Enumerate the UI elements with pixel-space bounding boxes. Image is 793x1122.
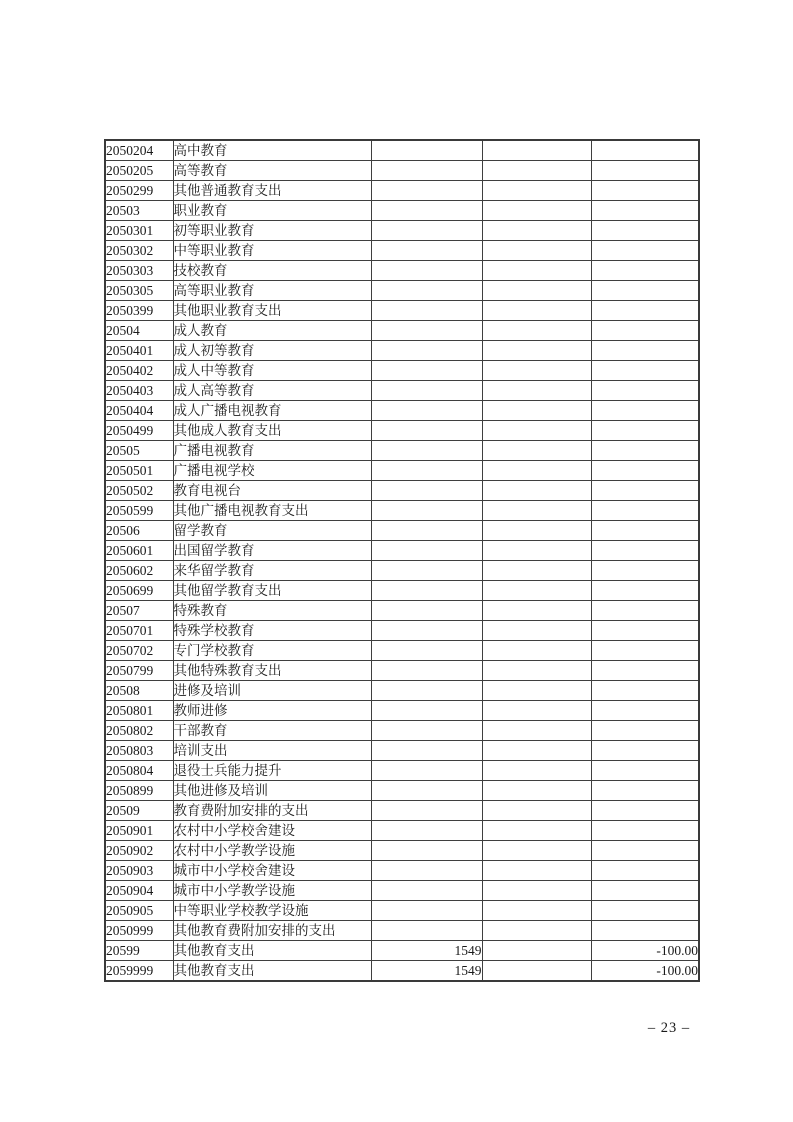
cell-value2 (482, 761, 591, 781)
table-row (105, 281, 699, 301)
cell-name: 高等职业教育 (173, 281, 371, 301)
cell-name: 专门学校教育 (173, 641, 371, 661)
cell-value2 (482, 321, 591, 341)
cell-value1 (371, 261, 482, 281)
cell-value1 (371, 721, 482, 741)
cell-value3 (591, 641, 699, 661)
cell-code: 2050402 (105, 361, 173, 381)
cell-value1 (371, 741, 482, 761)
cell-value2 (482, 941, 591, 961)
cell-code: 2050305 (105, 281, 173, 301)
cell-code: 20507 (105, 601, 173, 621)
cell-value3 (591, 401, 699, 421)
cell-code: 2050799 (105, 661, 173, 681)
budget-classification-table (104, 139, 700, 982)
cell-value3 (591, 261, 699, 281)
cell-name: 高等教育 (173, 161, 371, 181)
cell-value1 (371, 181, 482, 201)
cell-value1 (371, 641, 482, 661)
cell-name: 初等职业教育 (173, 221, 371, 241)
cell-value1: 1549 (371, 941, 482, 961)
cell-value1 (371, 681, 482, 701)
cell-value1 (371, 321, 482, 341)
cell-value3 (591, 921, 699, 941)
cell-value1 (371, 140, 482, 161)
cell-value2 (482, 641, 591, 661)
cell-value1 (371, 561, 482, 581)
cell-value3 (591, 140, 699, 161)
cell-value3 (591, 621, 699, 641)
cell-value2 (482, 661, 591, 681)
cell-value1 (371, 921, 482, 941)
cell-name: 留学教育 (173, 521, 371, 541)
cell-code: 2050803 (105, 741, 173, 761)
cell-value2 (482, 541, 591, 561)
cell-name: 其他教育支出 (173, 941, 371, 961)
cell-value3 (591, 361, 699, 381)
cell-value3 (591, 601, 699, 621)
cell-code: 2050801 (105, 701, 173, 721)
cell-name: 其他广播电视教育支出 (173, 501, 371, 521)
cell-name: 教师进修 (173, 701, 371, 721)
table-row (105, 921, 699, 941)
cell-code: 2050802 (105, 721, 173, 741)
cell-value3 (591, 681, 699, 701)
cell-name: 成人教育 (173, 321, 371, 341)
cell-value1 (371, 901, 482, 921)
cell-name: 培训支出 (173, 741, 371, 761)
cell-code: 2050999 (105, 921, 173, 941)
cell-value3 (591, 481, 699, 501)
table-row (105, 841, 699, 861)
page-number: – 23 – (647, 1020, 691, 1036)
cell-code: 2050303 (105, 261, 173, 281)
cell-value2 (482, 501, 591, 521)
cell-name: 广播电视学校 (173, 461, 371, 481)
cell-value1 (371, 581, 482, 601)
table-row (105, 201, 699, 221)
cell-code: 2050499 (105, 421, 173, 441)
cell-value2 (482, 441, 591, 461)
table-row (105, 961, 699, 982)
cell-value3 (591, 161, 699, 181)
cell-name: 其他普通教育支出 (173, 181, 371, 201)
cell-name: 成人中等教育 (173, 361, 371, 381)
table-row (105, 721, 699, 741)
cell-value2 (482, 201, 591, 221)
cell-name: 技校教育 (173, 261, 371, 281)
table-body (105, 140, 699, 981)
cell-value3 (591, 181, 699, 201)
cell-value3 (591, 901, 699, 921)
cell-code: 2050601 (105, 541, 173, 561)
table-row (105, 301, 699, 321)
cell-value3: -100.00 (591, 961, 699, 982)
table-row (105, 641, 699, 661)
table-row (105, 941, 699, 961)
table-row (105, 501, 699, 521)
table-row (105, 140, 699, 161)
cell-value3 (591, 781, 699, 801)
cell-value3: -100.00 (591, 941, 699, 961)
cell-value3 (591, 661, 699, 681)
cell-value2 (482, 681, 591, 701)
cell-value3 (591, 301, 699, 321)
cell-code: 20506 (105, 521, 173, 541)
cell-name: 教育电视台 (173, 481, 371, 501)
cell-value1 (371, 481, 482, 501)
cell-code: 2050901 (105, 821, 173, 841)
cell-value2 (482, 701, 591, 721)
table-row (105, 341, 699, 361)
table-row (105, 421, 699, 441)
table-row (105, 401, 699, 421)
cell-name: 成人高等教育 (173, 381, 371, 401)
cell-value1 (371, 861, 482, 881)
cell-value2 (482, 561, 591, 581)
cell-value3 (591, 501, 699, 521)
cell-value2 (482, 881, 591, 901)
table-row (105, 581, 699, 601)
cell-code: 2050204 (105, 140, 173, 161)
cell-value2 (482, 221, 591, 241)
table-row (105, 161, 699, 181)
table-row (105, 861, 699, 881)
cell-value2 (482, 481, 591, 501)
table-row (105, 881, 699, 901)
cell-value2 (482, 861, 591, 881)
cell-value1 (371, 881, 482, 901)
cell-code: 2050205 (105, 161, 173, 181)
cell-code: 2050902 (105, 841, 173, 861)
table-row (105, 321, 699, 341)
cell-value3 (591, 581, 699, 601)
cell-value1 (371, 161, 482, 181)
cell-value3 (591, 221, 699, 241)
cell-name: 其他职业教育支出 (173, 301, 371, 321)
table-row (105, 621, 699, 641)
cell-name: 其他教育支出 (173, 961, 371, 982)
cell-value2 (482, 301, 591, 321)
cell-code: 20504 (105, 321, 173, 341)
cell-name: 特殊教育 (173, 601, 371, 621)
cell-code: 2050702 (105, 641, 173, 661)
table-row (105, 181, 699, 201)
cell-value1 (371, 661, 482, 681)
cell-name: 进修及培训 (173, 681, 371, 701)
cell-value2 (482, 381, 591, 401)
cell-value2 (482, 801, 591, 821)
cell-value1 (371, 801, 482, 821)
table-row (105, 821, 699, 841)
cell-value3 (591, 441, 699, 461)
cell-name: 职业教育 (173, 201, 371, 221)
cell-value3 (591, 381, 699, 401)
cell-code: 2050904 (105, 881, 173, 901)
cell-value3 (591, 281, 699, 301)
cell-value2 (482, 581, 591, 601)
cell-value3 (591, 521, 699, 541)
cell-code: 2050299 (105, 181, 173, 201)
cell-value3 (591, 201, 699, 221)
cell-code: 2059999 (105, 961, 173, 982)
table-row (105, 541, 699, 561)
table-row (105, 221, 699, 241)
table-row (105, 901, 699, 921)
cell-value2 (482, 781, 591, 801)
cell-value2 (482, 241, 591, 261)
cell-name: 广播电视教育 (173, 441, 371, 461)
cell-code: 2050699 (105, 581, 173, 601)
cell-name: 其他教育费附加安排的支出 (173, 921, 371, 941)
cell-value3 (591, 461, 699, 481)
table-row (105, 681, 699, 701)
cell-name: 干部教育 (173, 721, 371, 741)
cell-code: 20503 (105, 201, 173, 221)
cell-name: 其他进修及培训 (173, 781, 371, 801)
cell-value1 (371, 601, 482, 621)
cell-name: 出国留学教育 (173, 541, 371, 561)
table-row (105, 761, 699, 781)
cell-value2 (482, 961, 591, 982)
cell-value1 (371, 401, 482, 421)
cell-value1 (371, 521, 482, 541)
cell-code: 20508 (105, 681, 173, 701)
table-row (105, 461, 699, 481)
cell-value2 (482, 181, 591, 201)
cell-code: 2050302 (105, 241, 173, 261)
cell-value1 (371, 281, 482, 301)
cell-code: 2050804 (105, 761, 173, 781)
cell-name: 特殊学校教育 (173, 621, 371, 641)
cell-value1 (371, 461, 482, 481)
cell-value2 (482, 921, 591, 941)
cell-value1 (371, 501, 482, 521)
cell-value1 (371, 781, 482, 801)
table-row (105, 381, 699, 401)
cell-value2 (482, 421, 591, 441)
cell-value2 (482, 341, 591, 361)
cell-name: 城市中小学教学设施 (173, 881, 371, 901)
cell-value1 (371, 421, 482, 441)
table-row (105, 601, 699, 621)
cell-value2 (482, 401, 591, 421)
cell-value2 (482, 161, 591, 181)
cell-name: 城市中小学校舍建设 (173, 861, 371, 881)
cell-value2 (482, 261, 591, 281)
cell-name: 其他留学教育支出 (173, 581, 371, 601)
cell-name: 农村中小学校舍建设 (173, 821, 371, 841)
cell-code: 2050701 (105, 621, 173, 641)
cell-code: 2050301 (105, 221, 173, 241)
cell-code: 20505 (105, 441, 173, 461)
cell-code: 2050899 (105, 781, 173, 801)
cell-value3 (591, 881, 699, 901)
cell-code: 2050502 (105, 481, 173, 501)
cell-value1 (371, 541, 482, 561)
table-row (105, 801, 699, 821)
cell-value3 (591, 761, 699, 781)
table-row (105, 241, 699, 261)
cell-value2 (482, 140, 591, 161)
cell-value2 (482, 741, 591, 761)
cell-name: 成人广播电视教育 (173, 401, 371, 421)
table-row (105, 561, 699, 581)
cell-name: 成人初等教育 (173, 341, 371, 361)
cell-value2 (482, 621, 591, 641)
cell-code: 2050602 (105, 561, 173, 581)
cell-value3 (591, 341, 699, 361)
cell-value1 (371, 341, 482, 361)
cell-code: 2050905 (105, 901, 173, 921)
table-row (105, 361, 699, 381)
cell-code: 2050401 (105, 341, 173, 361)
cell-value3 (591, 541, 699, 561)
cell-code: 2050403 (105, 381, 173, 401)
table-row (105, 521, 699, 541)
cell-value2 (482, 841, 591, 861)
cell-value1 (371, 221, 482, 241)
cell-value1 (371, 841, 482, 861)
cell-value2 (482, 901, 591, 921)
table-row (105, 701, 699, 721)
cell-value2 (482, 721, 591, 741)
cell-name: 其他成人教育支出 (173, 421, 371, 441)
cell-value1 (371, 701, 482, 721)
cell-value1 (371, 441, 482, 461)
cell-value2 (482, 461, 591, 481)
cell-value1 (371, 821, 482, 841)
table-row (105, 441, 699, 461)
cell-value3 (591, 421, 699, 441)
cell-code: 2050599 (105, 501, 173, 521)
cell-name: 其他特殊教育支出 (173, 661, 371, 681)
cell-value2 (482, 821, 591, 841)
table-row (105, 661, 699, 681)
cell-name: 农村中小学教学设施 (173, 841, 371, 861)
cell-code: 20599 (105, 941, 173, 961)
cell-value3 (591, 241, 699, 261)
cell-value3 (591, 841, 699, 861)
cell-value1 (371, 361, 482, 381)
cell-name: 中等职业教育 (173, 241, 371, 261)
cell-value1 (371, 381, 482, 401)
cell-value3 (591, 821, 699, 841)
cell-code: 2050903 (105, 861, 173, 881)
cell-name: 高中教育 (173, 140, 371, 161)
cell-code: 2050404 (105, 401, 173, 421)
cell-value1: 1549 (371, 961, 482, 982)
cell-value2 (482, 281, 591, 301)
cell-value3 (591, 561, 699, 581)
cell-value1 (371, 201, 482, 221)
cell-name: 教育费附加安排的支出 (173, 801, 371, 821)
cell-name: 退役士兵能力提升 (173, 761, 371, 781)
cell-value1 (371, 241, 482, 261)
cell-value3 (591, 741, 699, 761)
cell-code: 2050399 (105, 301, 173, 321)
cell-value1 (371, 761, 482, 781)
cell-value3 (591, 701, 699, 721)
cell-value1 (371, 301, 482, 321)
cell-value3 (591, 861, 699, 881)
table-row (105, 261, 699, 281)
cell-code: 2050501 (105, 461, 173, 481)
cell-name: 来华留学教育 (173, 561, 371, 581)
table-row (105, 741, 699, 761)
cell-value2 (482, 361, 591, 381)
table-row (105, 481, 699, 501)
cell-value3 (591, 721, 699, 741)
cell-value3 (591, 801, 699, 821)
cell-value2 (482, 601, 591, 621)
cell-name: 中等职业学校教学设施 (173, 901, 371, 921)
cell-value1 (371, 621, 482, 641)
table-row (105, 781, 699, 801)
cell-value2 (482, 521, 591, 541)
cell-code: 20509 (105, 801, 173, 821)
cell-value3 (591, 321, 699, 341)
